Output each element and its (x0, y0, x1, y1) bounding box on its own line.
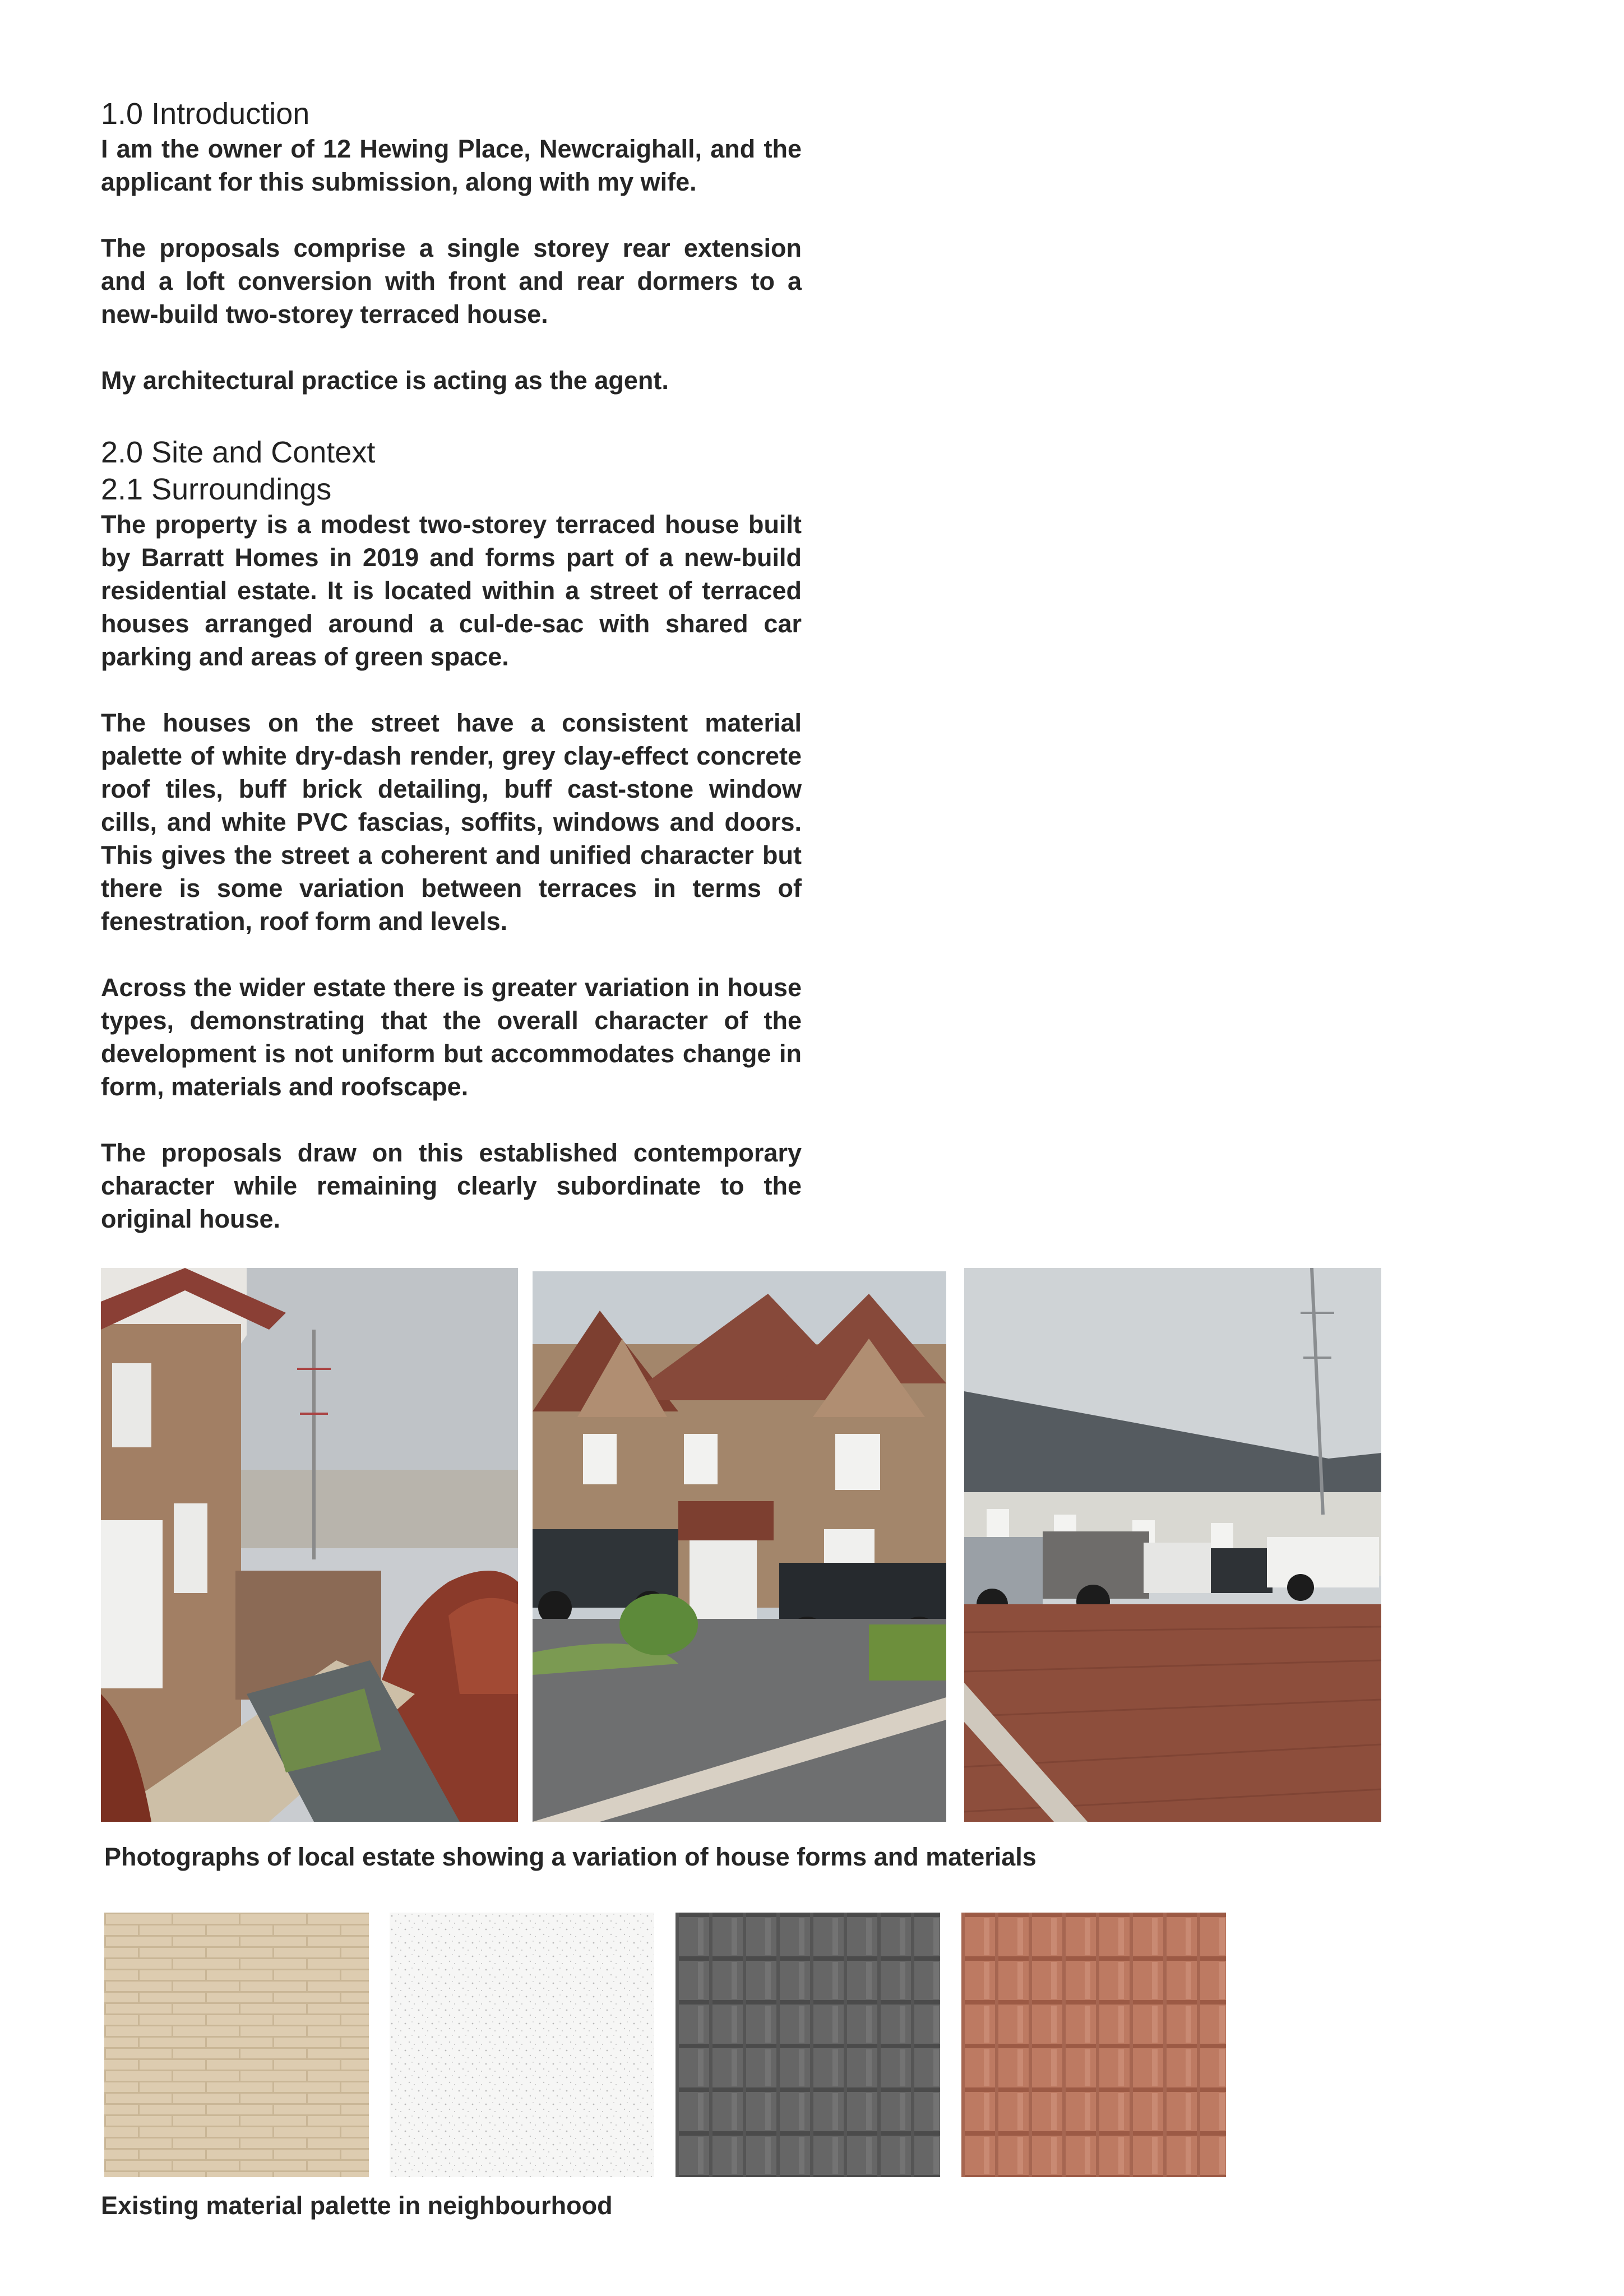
site-heading: 2.0 Site and Context (101, 436, 376, 469)
grey-roof-tile-swatch (675, 1913, 940, 2177)
site-paragraph-1: The property is a modest two-storey terraced house built by Barratt Homes in 2019 and forms part of a new-build residential estate. It is located within a street of terraced houses arranged around a cul-de-sac with shared car parking and areas of green space. (101, 510, 802, 671)
intro-heading: 1.0 Introduction (101, 97, 310, 131)
estate-photo-2 (533, 1271, 946, 1822)
materials-caption: Existing material palette in neighbourhood (101, 2191, 613, 2220)
text-column (101, 95, 802, 1235)
red-roof-tile-swatch (961, 1913, 1226, 2177)
surroundings-subheading: 2.1 Surroundings (101, 473, 332, 506)
buff-brick-swatch (104, 1913, 369, 2177)
white-render-swatch (390, 1913, 654, 2177)
site-paragraph-3: Across the wider estate there is greater variation in house types, demonstrating that the overall character of the development is not uniform but accommodates change in form, materials and roofscape. (101, 973, 802, 1101)
intro-paragraph-1: I am the owner of 12 Hewing Place, Newcraighall, and the applicant for this submission, along with my wife. (101, 135, 802, 196)
estate-photo-1 (101, 1268, 518, 1822)
site-paragraph-2: The houses on the street have a consistent material palette of white dry-dash render, grey clay-effect concrete roof tiles, buff brick detailing, buff cast-stone window cills, and white PVC fascias, soffits, windows and doors. This gives the street a coherent and unified character but there is some variation between terraces in terms of fenestration, roof form and levels. (101, 709, 802, 936)
site-paragraph-4: The proposals draw on this established contemporary character while remaining clearly subordinate to the original house. (101, 1138, 802, 1233)
photos-caption: Photographs of local estate showing a variation of house forms and materials (104, 1843, 1037, 1871)
estate-photo-3 (964, 1268, 1381, 1822)
intro-paragraph-2: The proposals comprise a single storey rear extension and a loft conversion with front and rear dormers to a new-build two-storey terraced house. (101, 234, 802, 328)
intro-paragraph-3: My architectural practice is acting as the agent. (101, 366, 669, 395)
